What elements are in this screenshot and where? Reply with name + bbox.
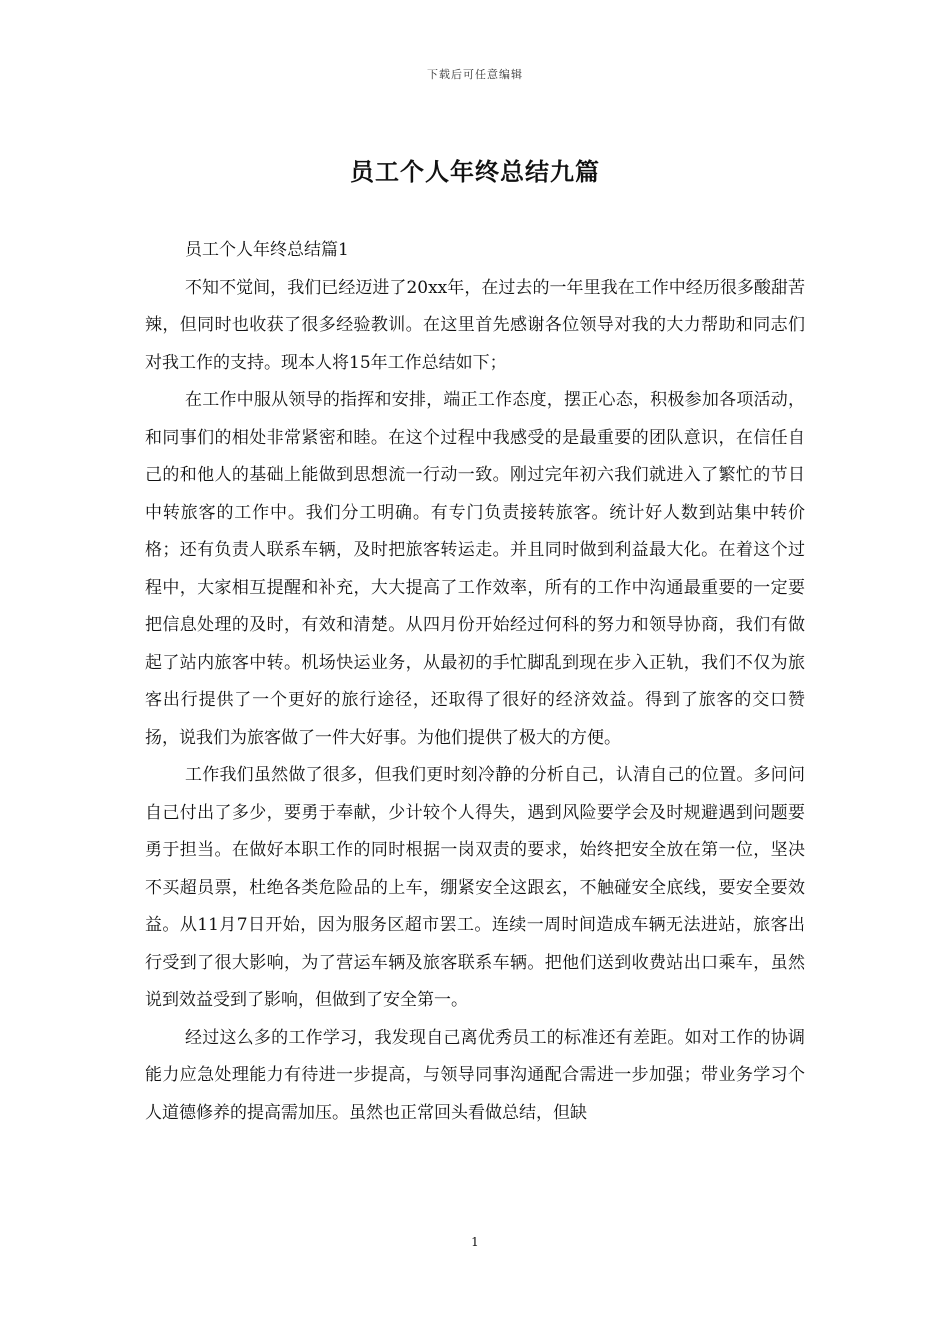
section-heading: 员工个人年终总结篇1 bbox=[185, 240, 349, 260]
document-body bbox=[145, 232, 805, 1132]
paragraph-4: 经过这么多的工作学习，我发现自己离优秀员工的标准还有差距。如对工作的协调能力应急处理能力有待进一步提高，与领导同事沟通配合需进一步加强；带业务学习个人道德修养的提高需加压。虽然也正常回头看做总结，但缺 bbox=[145, 1027, 805, 1123]
paragraph-2: 在工作中服从领导的指挥和安排，端正工作态度，摆正心态，积极参加各项活动，和同事们的相处非常紧密和睦。在这个过程中我感受的是最重要的团队意识，在信任自己的和他人的基础上能做到思想流一行动一致。刚过完年初六我们就进入了繁忙的节日中转旅客的工作中。我们分工明确。有专门负责接转旅客。统计好人数到站集中转价格；还有负责人联系车辆，及时把旅客转运走。并且同时做到利益最大化。在着这个过程中，大家相互提醒和补充，大大提高了工作效率，所有的工作中沟通最重要的一定要把信息处理的及时，有效和清楚。从四月份开始经过何科的努力和领导协商，我们有做起了站内旅客中转。机场快运业务，从最初的手忙脚乱到现在步入正轨，我们不仅为旅客出行提供了一个更好的旅行途径，还取得了很好的经济效益。得到了旅客的交口赞扬，说我们为旅客做了一件大好事。为他们提供了极大的方便。 bbox=[145, 390, 805, 748]
paragraph-1: 不知不觉间，我们已经迈进了20xx年，在过去的一年里我在工作中经历很多酸甜苦辣，但同时也收获了很多经验教训。在这里首先感谢各位领导对我的大力帮助和同志们对我工作的支持。现本人将15年工作总结如下； bbox=[145, 277, 805, 373]
document-title: 员工个人年终总结九篇 bbox=[350, 157, 600, 186]
header-note: 下载后可任意编辑 bbox=[427, 68, 523, 81]
paragraph-3: 工作我们虽然做了很多，但我们更时刻冷静的分析自己，认清自己的位置。多问问自己付出了多少，要勇于奉献，少计较个人得失，遇到风险要学会及时规避遇到问题要勇于担当。在做好本职工作的同时根据一岗双责的要求，始终把安全放在第一位，坚决不买超员票，杜绝各类危险品的上车，绷紧安全这跟玄，不触碰安全底线，要安全要效益。从11月7日开始，因为服务区超市罢工。连续一周时间造成车辆无法进站，旅客出行受到了很大影响，为了营运车辆及旅客联系车辆。把他们送到收费站出口乘车，虽然说到效益受到了影响，但做到了安全第一。 bbox=[145, 765, 805, 1010]
page-number: 1 bbox=[471, 1235, 479, 1249]
